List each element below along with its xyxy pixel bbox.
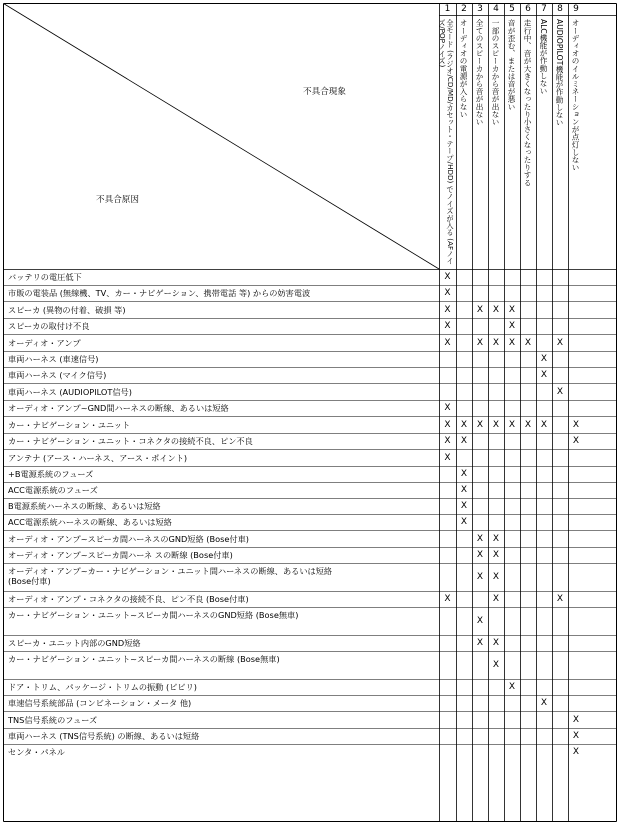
mark-cell: X bbox=[444, 403, 451, 413]
mark-cell: X bbox=[540, 370, 548, 380]
cause-cell: カー・ナビゲーション・ユニット・コネクタの接続不良、ピン不良 bbox=[8, 436, 253, 446]
cause-cell: カー・ナビゲーション・ユニット bbox=[8, 419, 131, 430]
cause-cell: センタ・パネル bbox=[8, 746, 65, 757]
mark-cell: X bbox=[556, 337, 564, 348]
mark-cell: X bbox=[460, 469, 468, 479]
cause-cell: バッテリの電圧低下 bbox=[8, 272, 82, 282]
mark-cell: X bbox=[444, 452, 451, 463]
mark-cell: X bbox=[508, 419, 516, 430]
mark-cell: X bbox=[476, 419, 484, 430]
mark-cell: X bbox=[444, 419, 451, 430]
mark-cell: X bbox=[476, 572, 484, 582]
cause-cell: カー・ナビゲーション・ユニット~スピーカ間ハーネスのGND短絡 (Bose無車) bbox=[8, 610, 299, 620]
symptom-label-2: オーディオの電源が入らない bbox=[459, 19, 468, 118]
symptom-label-6: 走行中、音が大きくなったり小さくなったりする bbox=[523, 19, 532, 187]
cause-cell: 車両ハーネス (車速信号) bbox=[8, 354, 99, 364]
mark-cell: X bbox=[444, 594, 451, 604]
column-number-7: 7 bbox=[541, 4, 547, 14]
mark-cell: X bbox=[460, 517, 468, 527]
cause-cell: 市販の電装品 (無線機、TV、カー・ナビゲーション、携帯電話 等) からの妨害電波 bbox=[8, 288, 311, 298]
symptom-label-7: ALC機能が作動しない bbox=[539, 19, 548, 95]
mark-cell: X bbox=[444, 436, 451, 446]
mark-cell: X bbox=[476, 337, 484, 348]
mark-cell: X bbox=[540, 419, 548, 430]
cause-cell: スピーカ (異物の付着、破損 等) bbox=[8, 304, 126, 315]
cause-cell: オーディオ・アンプ~スピーカ間ハーネスのGND短絡 (Bose付車) bbox=[8, 533, 249, 544]
header-diagonal bbox=[4, 4, 440, 270]
cause-cell: オーディオ・アンプ~GND間ハーネスの断線、あるいは短絡 bbox=[8, 403, 229, 413]
mark-cell: X bbox=[508, 682, 516, 692]
cause-cell: スピーカ・ユニット内部のGND短絡 bbox=[8, 638, 141, 648]
phenomenon-header: 不具合現象 bbox=[303, 87, 346, 97]
mark-cell: X bbox=[492, 304, 500, 315]
cause-cell: ドア・トリム、パッケージ・トリムの振動 (ビビリ) bbox=[8, 682, 197, 692]
mark-cell: X bbox=[572, 731, 580, 741]
cause-cell: B電源系統ハーネスの断線、あるいは短絡 bbox=[8, 501, 161, 511]
mark-cell: X bbox=[444, 288, 451, 298]
symptom-label-8: AUDIOPILOT機能が作動しない bbox=[555, 19, 564, 127]
cause-cell: TNS信号系統のフューズ bbox=[8, 714, 98, 725]
symptom-label-1: 全モード (ラジオ/CD/MD/カセット・テープ/HDD) でノイズが入る (AFノイズ/POPノイズ) bbox=[438, 19, 455, 265]
mark-cell: X bbox=[492, 572, 500, 582]
mark-cell: X bbox=[524, 337, 532, 348]
troubleshooting-matrix bbox=[3, 3, 617, 822]
cause-header: 不具合原因 bbox=[96, 195, 139, 205]
mark-cell: X bbox=[572, 714, 580, 725]
symptom-label-4: 一部のスピーカから音が出ない bbox=[491, 19, 500, 126]
column-number-1: 1 bbox=[444, 4, 451, 14]
column-number-4: 4 bbox=[493, 4, 499, 14]
mark-cell: X bbox=[492, 533, 500, 544]
mark-cell: X bbox=[476, 638, 484, 648]
cause-cell: 車両ハーネス (TNS信号系統) の断線、あるいは短絡 bbox=[8, 731, 200, 741]
mark-cell: X bbox=[572, 419, 580, 430]
mark-cell: X bbox=[476, 616, 484, 626]
cause-cell: アンテナ (アース・ハーネス、アース・ポイント) bbox=[8, 452, 188, 463]
column-number-6: 6 bbox=[525, 4, 531, 14]
cause-cell: ACC電源系統のフューズ bbox=[8, 485, 98, 495]
mark-cell: X bbox=[444, 321, 451, 331]
cause-cell: ACC電源系統ハーネスの断線、あるいは短絡 bbox=[8, 517, 172, 527]
cause-cell: 車両ハーネス (AUDIOPILOT信号) bbox=[8, 386, 132, 397]
symptom-label-5: 音が歪む、または音が悪い bbox=[507, 19, 516, 111]
cause-cell: カー・ナビゲーション・ユニット~スピーカ間ハーネスの断線 (Bose無車) bbox=[8, 654, 280, 664]
mark-cell: X bbox=[540, 698, 548, 708]
mark-cell: X bbox=[492, 337, 500, 348]
mark-cell: X bbox=[492, 550, 500, 560]
cause-cell: オーディオ・アンプ~カー・ナビゲーション・ユニット間ハーネスの断線、あるいは短絡 (Bose付車) bbox=[8, 566, 333, 586]
mark-cell: X bbox=[508, 337, 516, 348]
column-number-5: 5 bbox=[509, 4, 515, 14]
symptom-label-9: オーディオのイルミネーションが点灯しない bbox=[571, 19, 580, 171]
column-number-3: 3 bbox=[477, 4, 483, 14]
mark-cell: X bbox=[476, 550, 484, 560]
mark-cell: X bbox=[492, 594, 500, 604]
mark-cell: X bbox=[540, 354, 548, 364]
cause-cell: オーディオ・アンプ~スピーカ間ハーネ スの断線 (Bose付車) bbox=[8, 550, 233, 560]
cause-cell: 車速信号系統部品 (コンビネーション・メータ 他) bbox=[8, 698, 192, 708]
cause-cell: オーディオ・アンプ・コネクタの接続不良、ピン不良 (Bose付車) bbox=[8, 594, 249, 604]
mark-cell: X bbox=[556, 594, 564, 604]
mark-cell: X bbox=[492, 660, 500, 670]
mark-cell: X bbox=[508, 304, 516, 315]
mark-cell: X bbox=[476, 533, 484, 544]
mark-cell: X bbox=[572, 436, 580, 446]
column-number-2: 2 bbox=[461, 4, 467, 14]
column-number-9: 9 bbox=[573, 4, 579, 14]
cause-cell: +B電源系統のフューズ bbox=[8, 469, 94, 479]
mark-cell: X bbox=[556, 386, 564, 397]
mark-cell: X bbox=[572, 746, 580, 757]
mark-cell: X bbox=[524, 419, 532, 430]
mark-cell: X bbox=[444, 272, 451, 282]
mark-cell: X bbox=[460, 436, 468, 446]
mark-cell: X bbox=[460, 485, 468, 495]
cause-cell: 車両ハーネス (マイク信号) bbox=[8, 370, 107, 380]
mark-cell: X bbox=[460, 501, 468, 511]
mark-cell: X bbox=[508, 321, 516, 331]
column-number-8: 8 bbox=[557, 4, 563, 14]
mark-cell: X bbox=[460, 419, 468, 430]
mark-cell: X bbox=[444, 304, 451, 315]
mark-cell: X bbox=[492, 638, 500, 648]
mark-cell: X bbox=[492, 419, 500, 430]
cause-cell: オーディオ・アンプ bbox=[8, 337, 81, 348]
symptom-label-3: 全てのスピーカから音が出ない bbox=[475, 19, 484, 126]
mark-cell: X bbox=[444, 337, 451, 348]
mark-cell: X bbox=[476, 304, 484, 315]
cause-cell: スピーカの取付け不良 bbox=[8, 321, 90, 331]
